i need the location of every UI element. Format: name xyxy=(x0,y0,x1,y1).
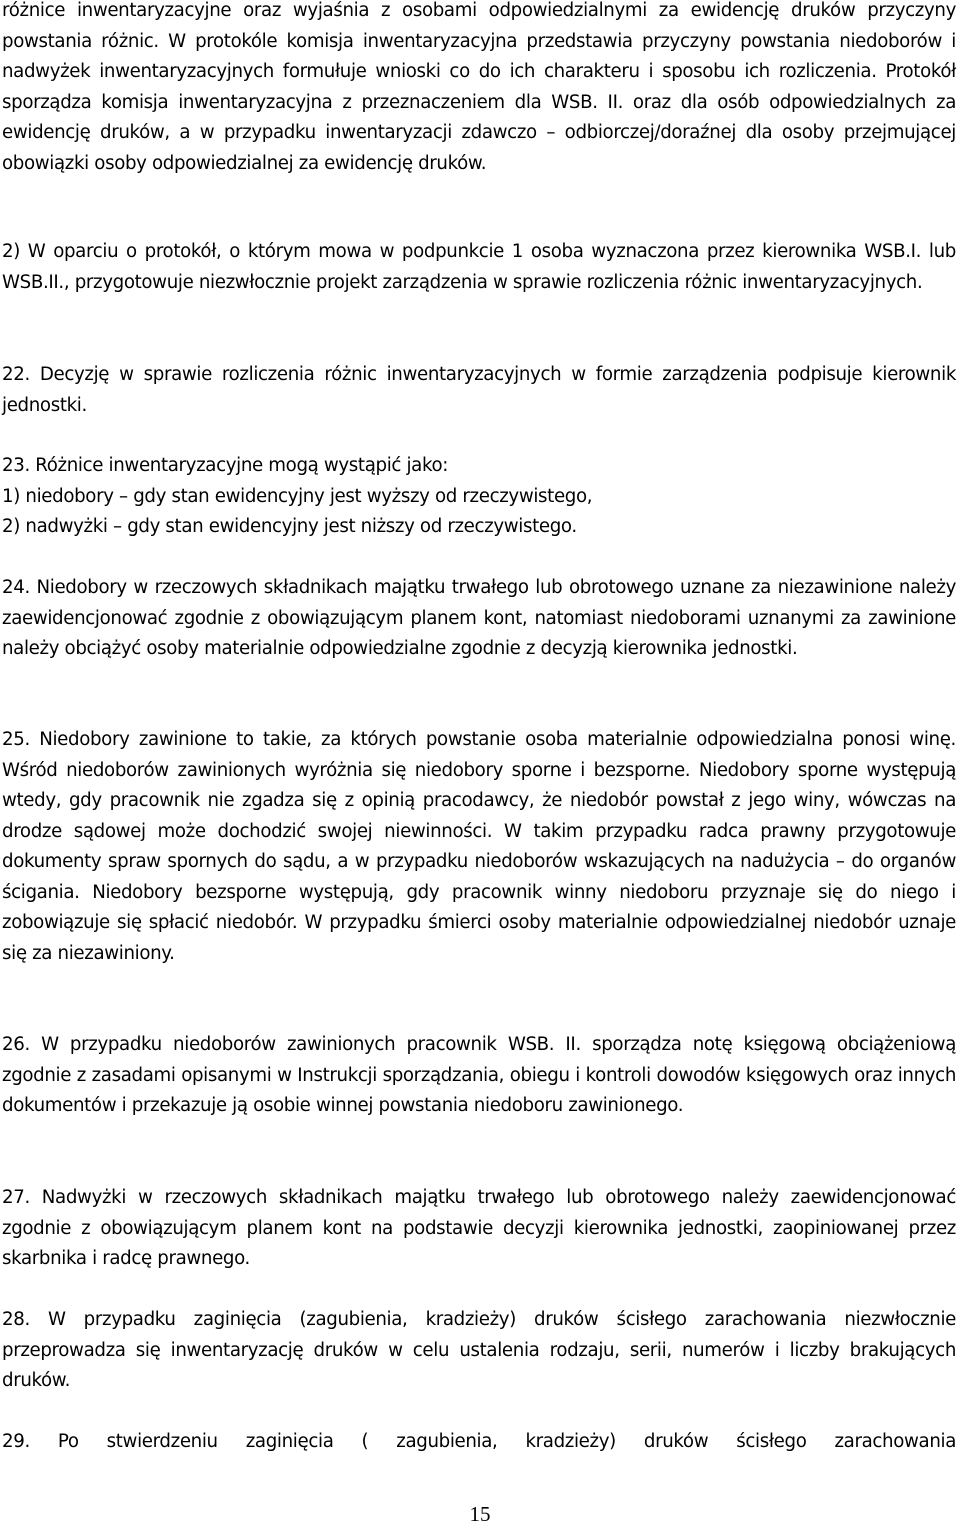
page-number: 15 xyxy=(469,1502,491,1526)
paragraph-26: 26. W przypadku niedoborów zawinionych pracownik WSB. II. sporządza notę księgową obciążeniową zgodnie z zasadami opisanymi w Instrukcji sporządzania, obiegu i kontroli dowodów księgowych oraz innych dokumentów i przekazuje ją osobie winnej powstania niedoboru zawinionego. xyxy=(2,1034,956,1116)
paragraph-29: 29. Po stwierdzeniu zaginięcia ( zagubienia, kradzieży) druków ścisłego zarachowania xyxy=(2,1431,956,1452)
paragraph-point-2: 2) W oparciu o protokół, o którym mowa w podpunkcie 1 osoba wyznaczona przez kierownika WSB.I. lub WSB.II., przygotowuje niezwłocznie projekt zarządzenia w sprawie rozliczenia różnic inwentaryzacyjnych. xyxy=(2,241,956,293)
list-item-nadwyzki: 2) nadwyżki – gdy stan ewidencyjny jest niższy od rzeczywistego. xyxy=(2,516,577,537)
paragraph-27: 27. Nadwyżki w rzeczowych składnikach majątku trwałego lub obrotowego należy zaewidencjonować zgodnie z obowiązującym planem kont na podstawie decyzji kierownika jednostki, zaopiniowanej przez skarbnika i radcę prawnego. xyxy=(2,1187,956,1269)
paragraph-24: 24. Niedobory w rzeczowych składnikach majątku trwałego lub obrotowego uznane za niezawinione należy zaewidencjonować zgodnie z obowiązującym planem kont, natomiast niedoborami uznanymi za zawinione należy obciążyć osoby materialnie odpowiedzialne zgodnie z decyzją kierownika jednostki. xyxy=(2,577,956,659)
paragraph-22: 22. Decyzję w sprawie rozliczenia różnic inwentaryzacyjnych w formie zarządzenia podpisuje kierownik jednostki. xyxy=(2,364,956,416)
paragraph-25: 25. Niedobory zawinione to takie, za których powstanie osoba materialnie odpowiedzialna ponosi winę. Wśród niedoborów zawinionych wyróżnia się niedobory sporne i bezsporne. Niedobory sporne występują wtedy, gdy pracownik nie zgadza się z opinią pracodawcy, że niedobór powstał z jego winy, wówczas na drodze sądowej może dochodzić swojej niewinności. W takim przypadku radca prawny przygotowuje dokumenty spraw spornych do sądu, a w przypadku niedoborów wskazujących na nadużycia – do organów ścigania. Niedobory bezsporne występują, gdy pracownik winny niedoboru przyznaje się do niego i zobowiązuje się spłacić niedobór. W przypadku śmierci osoby materialnie odpowiedzialnej niedobór uznaje się za niezawiniony. xyxy=(2,729,956,964)
paragraph-23 xyxy=(2,451,956,543)
paragraph-protocol-continuation: różnice inwentaryzacyjne oraz wyjaśnia z osobami odpowiedzialnymi za ewidencję druków przyczyny powstania różnic. W protokóle komisja inwentaryzacyjna przedstawia przyczyny powstania niedoborów i nadwyżek inwentaryzacyjnych formułuje wnioski co do ich charakteru i sposobu ich rozliczenia. Protokół sporządza komisja inwentaryzacyjna z przeznaczeniem dla WSB. II. oraz dla osób odpowiedzialnych za ewidencję druków, a w przypadku inwentaryzacji zdawczo – odbiorczej/doraźnej dla osoby przejmującej obowiązki osoby odpowiedzialnej za ewidencję druków. xyxy=(2,0,956,174)
list-item-niedobory: 1) niedobory – gdy stan ewidencyjny jest wyższy od rzeczywistego, xyxy=(2,485,593,507)
paragraph-28: 28. W przypadku zaginięcia (zagubienia, kradzieży) druków ścisłego zarachowania niezwłocznie przeprowadza się inwentaryzację druków w celu ustalenia rodzaju, serii, numerów i liczby brakujących druków. xyxy=(2,1309,956,1391)
paragraph-23-intro: 23. Różnice inwentaryzacyjne mogą wystąpić jako: xyxy=(2,455,449,476)
